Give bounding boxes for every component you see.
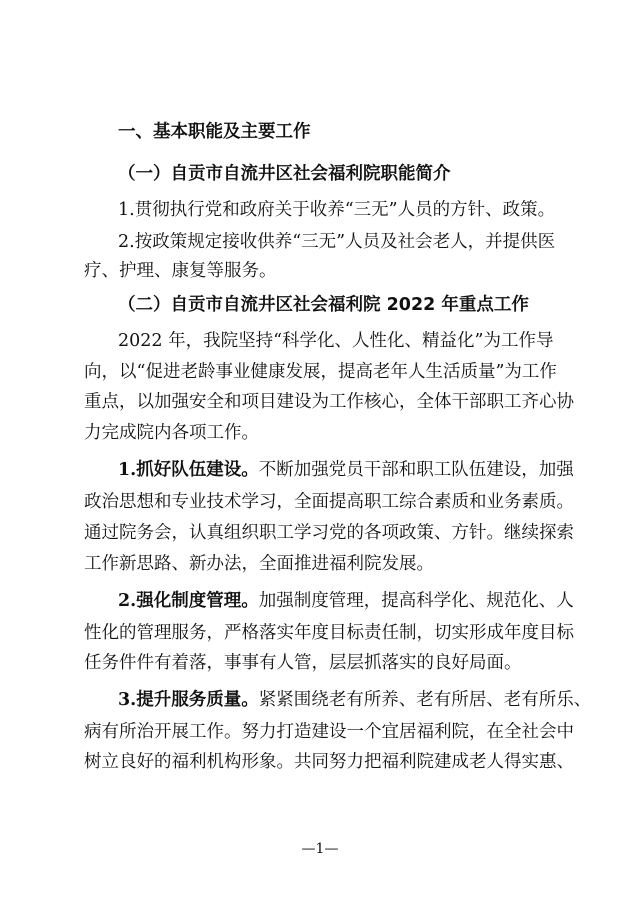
paragraph-2-line-2: 疗、护理、康复等服务。 <box>84 261 277 281</box>
paragraph-3-line-3: 重点，以加强安全和项目建设为工作核心，全体干部职工齐心协 <box>84 392 574 412</box>
item-3-text: 紧紧围绕老有所养、老有所居、老有所乐、 <box>258 690 592 710</box>
item-2-line-3: 任务件件有着落，事事有人管，层层抓落实的良好局面。 <box>84 653 522 673</box>
item-2-text: 加强制度管理，提高科学化、规范化、人 <box>258 591 574 611</box>
item-1-line-1 <box>118 462 574 480</box>
paragraph-2-line-1: 2.按政策规定接收供养“三无”人员及社会老人，并提供医 <box>118 232 556 252</box>
paragraph-3-line-1: 2022 年，我院坚持“科学化、人性化、精益化”为工作导 <box>118 331 554 351</box>
subsection-heading-2: （二）自贡市自流井区社会福利院 2022 年重点工作 <box>118 295 529 315</box>
item-3-line-2: 病有所治开展工作。努力打造建设一个宜居福利院，在全社会中 <box>84 722 574 742</box>
item-1-line-4: 工作新思路、新办法，全面推进福利院发展。 <box>84 554 434 574</box>
item-1-text: 不断加强党员干部和职工队伍建设，加强 <box>258 460 574 480</box>
subsection-heading-1: （一）自贡市自流井区社会福利院职能简介 <box>118 164 451 184</box>
paragraph-3-line-4: 力完成院内各项工作。 <box>84 423 259 443</box>
item-3-line-3: 树立良好的福利机构形象。共同努力把福利院建成老人得实惠、 <box>84 752 574 772</box>
paragraph-3-line-2: 向，以“促进老龄事业健康发展，提高老年人生活质量”为工作 <box>84 362 557 382</box>
item-2-line-2: 性化的管理服务，严格落实年度目标责任制，切实形成年度目标 <box>84 623 574 643</box>
item-2-title: 2.强化制度管理。 <box>118 591 259 611</box>
page-number: —1— <box>301 841 339 857</box>
item-2-line-1 <box>118 593 574 611</box>
paragraph-1: 1.贯彻执行党和政府关于收养“三无”人员的方针、政策。 <box>118 200 556 220</box>
item-1-line-3: 通过院务会，认真组织职工学习党的各项政策、方针。继续探索 <box>84 523 574 543</box>
item-1-line-2: 政治思想和专业技术学习，全面提高职工综合素质和业务素质。 <box>84 492 574 512</box>
item-3-title: 3.提升服务质量。 <box>118 690 259 710</box>
item-3-line-1 <box>118 692 591 710</box>
section-heading: 一、基本职能及主要工作 <box>118 122 311 142</box>
item-1-title: 1.抓好队伍建设。 <box>118 460 259 480</box>
